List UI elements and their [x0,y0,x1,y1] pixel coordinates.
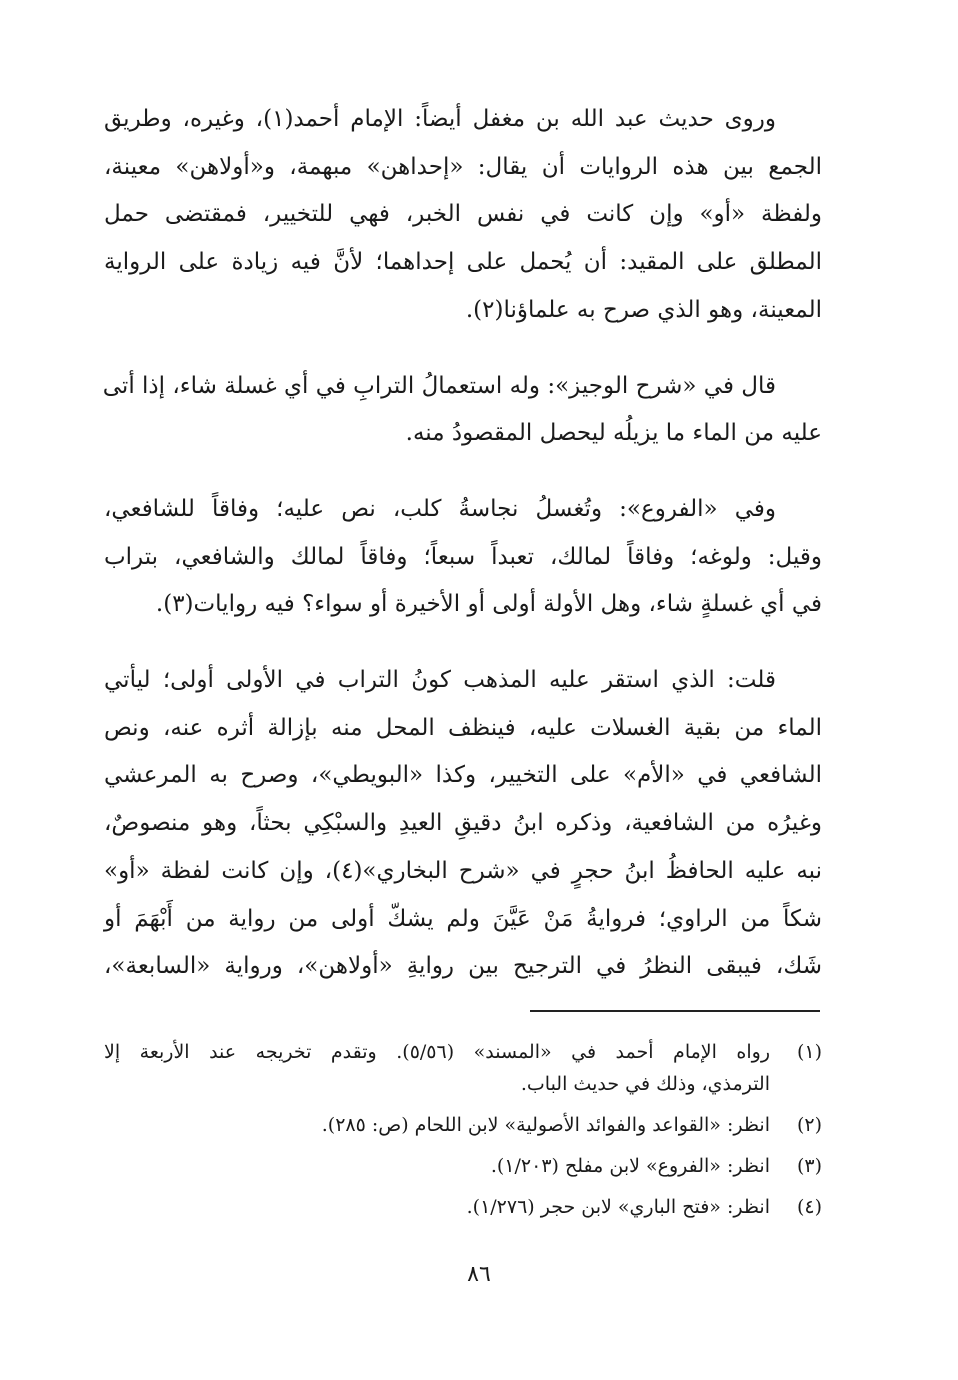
footnotes [104,1036,822,1232]
footnote-text [104,1109,770,1141]
paragraph [104,363,822,458]
footnote [104,1150,822,1182]
text-line: قلت: الذي استقر عليه المذهب كونُ التراب في الأولى أولى؛ ليأتي [104,667,776,694]
footnote-number: (٤) [796,1196,822,1218]
footnote-line: الترمذي، وذلك في حديث الباب. [520,1073,770,1095]
text-line: الشافعي في «الأم» على التخيير، وكذا «البويطي»، وصرح به المرعشي [104,762,822,789]
text-line: ولفظة «أو» وإن كانت في نفس الخبر، فهي للتخيير، فمقتضى حمل [104,201,822,228]
footnote-text [104,1150,770,1182]
paragraph [104,486,822,629]
paragraph [104,96,822,335]
paragraph [104,657,822,991]
text-line: الجمع بين هذه الروايات أن يقال: «إحداهن» مبهمة، و«أولاهن» معينة، [104,153,822,180]
text-line: المطلق على المقيد: أن يُحمل على إحداهما؛ لأنَّ فيه زيادة على الرواية [104,249,822,276]
footnote-number: (٣) [796,1155,822,1177]
text-line: نبه عليه الحافظُ ابنُ حجرٍ في «شرح البخاري»(٤)، وإن كانت لفظة «أو» [104,857,822,884]
footnote-line: انظر: «الفروع» لابن مفلح (١/٢٠٣). [490,1155,770,1177]
footnote-number: (٢) [796,1114,822,1136]
footnote-line: انظر: «القواعد والفوائد الأصولية» لابن اللحام (ص: ٢٨٥). [321,1114,770,1136]
footnote-line: رواه الإمام أحمد في «المسند» (٥/٥٦). وتقدم تخريجه عند الأربعة إلا [104,1041,770,1063]
footnote-number: (١) [796,1041,822,1063]
text-line: وغيرُه من الشافعية، وذكره ابنُ دقيقِ العيدِ والسبْكِي بحثاً، وهو منصوصٌ، [104,810,822,837]
footnote-line: انظر: «فتح الباري» لابن حجر (١/٢٧٦). [466,1196,770,1218]
text-line: في أي غسلةٍ شاء، وهل الأولة أولى أو الأخيرة أو سواء؟ فيه روايات(٣). [155,591,822,618]
text-line: وقيل: ولوغه؛ وفاقاً لمالك، تعبداً سبعاً؛ وفاقاً لمالك والشافعي، بتراب [104,543,822,570]
text-line: شكاً من الراوي؛ فروايةُ مَنْ عَيَّنَ ولم يشكّ أولى من رواية من أَبْهَمَ أو [104,905,822,932]
footnote [104,1036,822,1100]
text-line: شَك، فيبقى النظرُ في الترجيح بين روايةِ «أولاهن»، ورواية «السابعة»، [104,953,822,980]
text-line: قال في «شرح الوجيز»: وله استعمالُ الترابِ في أي غسلة شاء، إذا أتى [102,372,776,399]
text-line: المعينة، وهو الذي صرح به علماؤنا(٢). [465,296,822,323]
footnote-text [104,1036,770,1100]
footnote [104,1191,822,1223]
text-line: عليه من الماء ما يزيلُه ليحصل المقصودُ منه. [405,420,822,447]
footnote-text [104,1191,770,1223]
footnote-divider [530,1010,820,1012]
footnote [104,1109,822,1141]
main-text [104,96,822,991]
text-line: وفي «الفروع»: وتُغسلُ نجاسةُ كلب، نص عليه؛ وفاقاً للشافعي، [104,495,776,522]
text-line: الماء من بقية الغسلات عليه، فينظف المحل منه بإزالة أثره عنه، ونص [104,714,822,741]
text-line: وروى حديث عبد الله بن مغفل أيضاً: الإمام أحمد(١)، وغيره، وطريق [104,106,776,132]
page-number: ٨٦ [467,1262,491,1287]
